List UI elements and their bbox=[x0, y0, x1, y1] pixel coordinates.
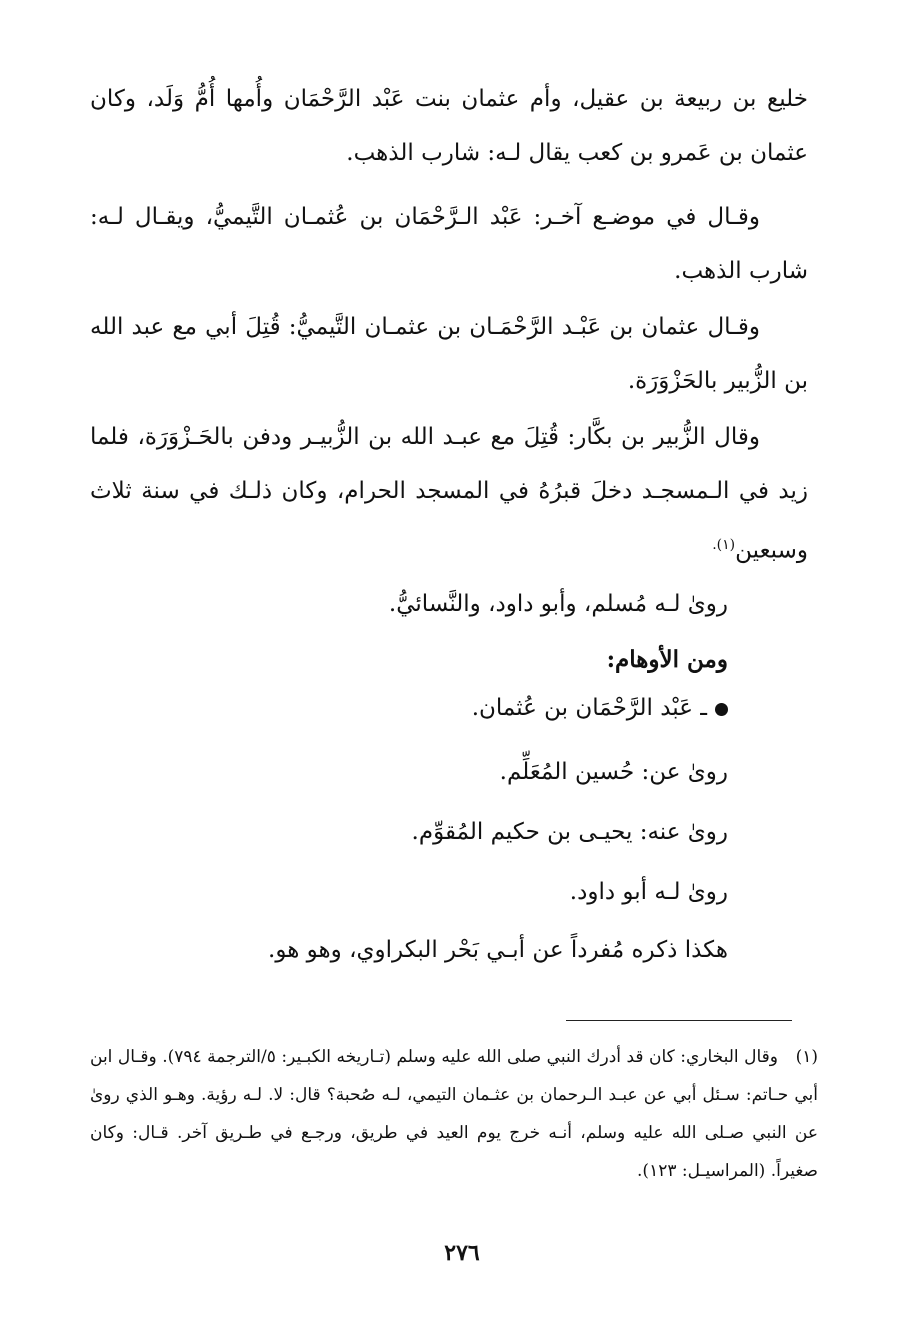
paragraph-3 bbox=[90, 300, 808, 408]
paragraph-3-text: وقـال عثمان بن عَبْـد الرَّحْمَـان بن عثمـان التَّيميُّ: قُتِلَ أبي مع عبد الله بن الزُّبير بالحَزْوَرَة. bbox=[90, 314, 808, 394]
bullet-icon bbox=[715, 703, 728, 716]
paragraph-4-text: وقال الزُّبير بن بكَّار: قُتِلَ مع عبـد الله بن الزُّبيـر ودفن بالحَـزْوَرَة، فلما زيد في الـمسجـد دخلَ قبرُهُ في المسجد الحرام، وكان ذلـك في سنة ثلاث وسبعين bbox=[90, 424, 808, 564]
footnote-reference: (١). bbox=[712, 537, 736, 553]
paragraph-2 bbox=[90, 190, 808, 298]
footnote-divider bbox=[566, 1020, 792, 1021]
rawa-an-line: روىٰ عن: حُسين المُعَلِّم. bbox=[499, 759, 728, 785]
paragraph-4 bbox=[90, 410, 808, 578]
paragraph-1-text: خليع بن ربيعة بن عقيل، وأم عثمان بنت عَبْد الرَّحْمَان وأُمها أُمُّ وَلَد، وكان عثمان بن عَمرو بن كعب يقال لـه: شارب الذهب. bbox=[90, 86, 808, 166]
rawa-anhu-line: روىٰ عنه: يحيـى بن حكيم المُقوِّم. bbox=[411, 819, 728, 845]
narrators-line: روىٰ لـه مُسلم، وأبو داود، والنَّسائيُّ. bbox=[388, 591, 728, 617]
bullet-entry-text: ـ عَبْد الرَّحْمَان بن عُثمان. bbox=[471, 695, 707, 721]
footnote-number: (١) bbox=[795, 1047, 818, 1067]
bullet-entry bbox=[472, 688, 728, 728]
rawa-lahu-abu-dawud-line: روىٰ لـه أبو داود. bbox=[569, 879, 728, 905]
paragraph-1 bbox=[90, 72, 808, 180]
page-number: ٢٧٦ bbox=[444, 1240, 480, 1266]
footnote-text: وقال البخاري: كان قد أدرك النبي صلى الله عليه وسلم (تـاريخه الكبـير: ٥/الترجمة ٧٩٤). وقـال ابن أبي حـاتم: سـئل أبي عن عبـد الـرحمان بن عثـمان التيمي، لـه صُحبة؟ قال: لا. لـه رؤية. وهـو الذي روىٰ عن النبي صـلى الله عليه وسلم، أنـه خرج يوم العيد في طريق، ورجـع في طـريق آخر. قـال: وكان صغيراً. (المراسيـل: ١٢٣). bbox=[90, 1047, 818, 1181]
awham-heading: ومن الأوهام: bbox=[606, 646, 728, 673]
hakadha-line: هكذا ذكره مُفرداً عن أبـي بَحْر البكراوي، وهو هو. bbox=[268, 937, 728, 963]
footnote bbox=[90, 1038, 818, 1190]
paragraph-2-text: وقـال في موضـع آخـر: عَبْد الـرَّحْمَان بن عُثمـان التَّيميُّ، ويقـال لـه: شارب الذهب. bbox=[90, 204, 808, 284]
